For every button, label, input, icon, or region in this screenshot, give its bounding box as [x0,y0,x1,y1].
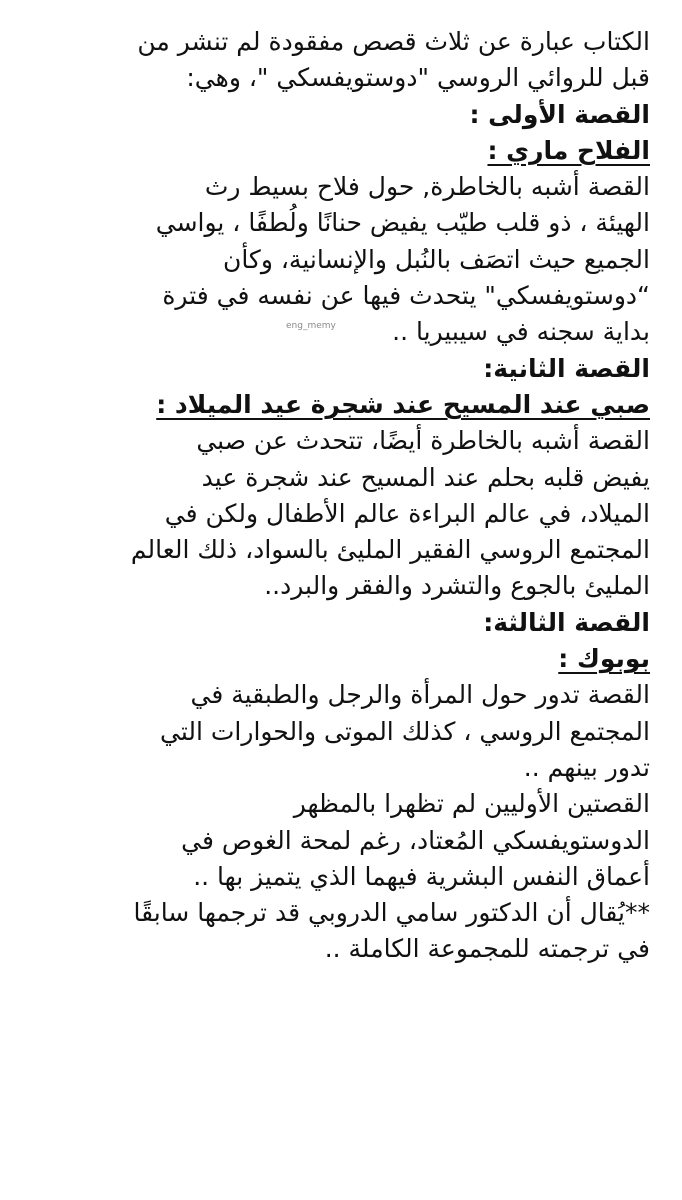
story-2-title: صبي عند المسيح عند شجرة عيد الميلاد : [156,389,650,419]
story-1-title: الفلاح ماري : [487,135,650,165]
story-1-body-line-2: الهيئة ، ذو قلب طيّب يفيض حنانًا ولُطفًا ، يواسي [155,208,650,238]
story-3-body-line-3: تدور بينهم .. [523,752,650,782]
story-3-title: بوبوك : [558,644,650,674]
story-1-body-line-3: الجميع حيث اتصَف بالنُبل والإنسانية، وكأن [222,244,650,274]
closing-line-1: القصتين الأوليين لم تظهرا بالمظهر [293,789,650,819]
story-2-body-line-4: المجتمع الروسي الفقير المليئ بالسواد، ذلك العالم [130,535,650,565]
closing-line-5: في ترجمته للمجموعة الكاملة .. [324,934,650,964]
story-1-body-line-1: القصة أشبه بالخاطرة, حول فلاح بسيط رث [204,172,650,202]
story-3-heading: القصة الثالثة: [483,607,650,637]
story-1-body-line-4: “دوستويفسكي" يتحدث فيها عن نفسه في فترة [162,281,650,311]
story-2-body-line-3: الميلاد، في عالم البراءة عالم الأطفال ولكن في [164,498,650,528]
watermark-text: eng_memy [286,321,336,332]
story-1-heading: القصة الأولى : [469,99,650,129]
closing-line-2: الدوستويفسكي المُعتاد، رغم لمحة الغوص في [181,825,650,855]
story-1-body-line-5-row [38,314,650,350]
story-3-body-line-2: المجتمع الروسي ، كذلك الموتى والحوارات التي [160,716,650,746]
intro-line-1: الكتاب عبارة عن ثلاث قصص مفقودة لم تنشر من [137,27,650,56]
closing-line-4: **يُقال أن الدكتور سامي الدروبي قد ترجمها سابقًا [133,898,650,928]
story-2-body-line-1: القصة أشبه بالخاطرة أيضًا، تتحدث عن صبي [196,426,650,456]
story-3-body-line-1: القصة تدور حول المرأة والرجل والطبقية في [190,680,650,710]
intro-line-2: قبل للروائي الروسي "دوستويفسكي "، وهي: [186,63,650,93]
closing-line-3: أعماق النفس البشرية فيهما الذي يتميز بها .. [193,861,650,891]
story-2-body-line-2: يفيض قلبه بحلم عند المسيح عند شجرة عيد [201,462,650,492]
document-text [38,24,650,968]
story-2-body-line-5: المليئ بالجوع والتشرد والفقر والبرد.. [264,571,650,601]
story-1-body-line-5: بداية سجنه في سيبيريا .. [392,317,650,347]
story-2-heading: القصة الثانية: [483,353,650,383]
